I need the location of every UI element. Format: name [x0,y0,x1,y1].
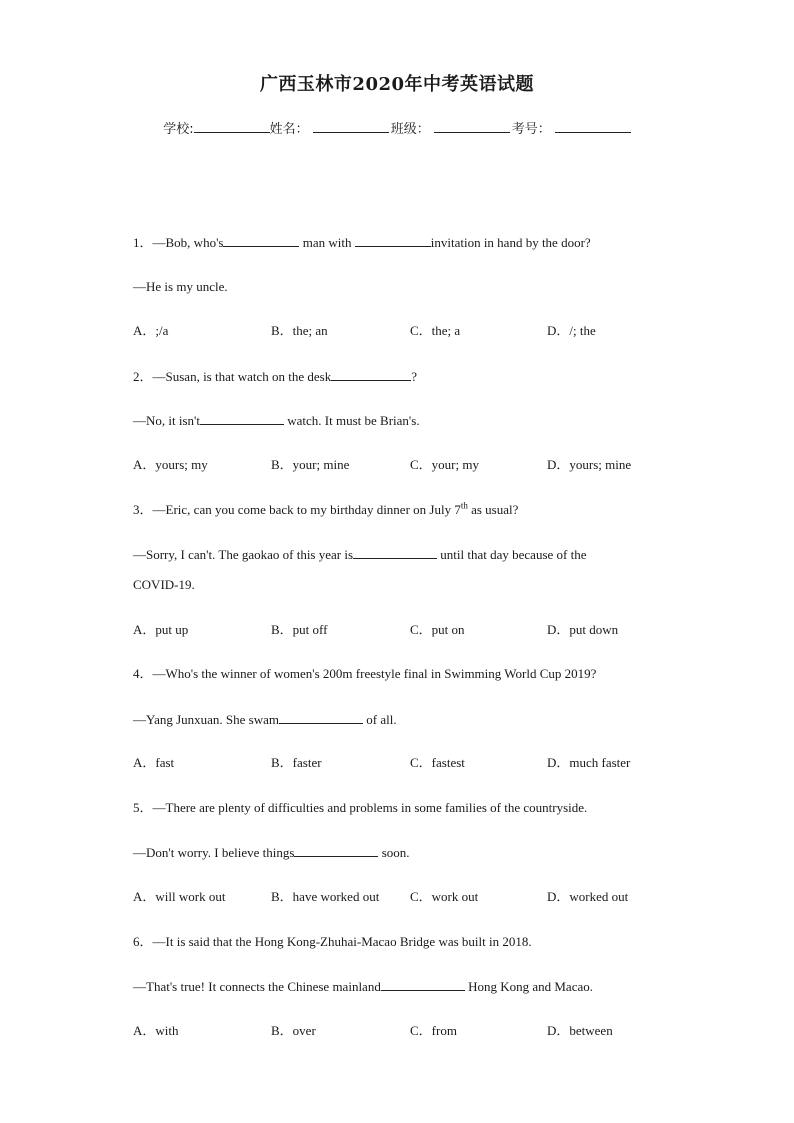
option-c: C．fastest [410,755,465,770]
question-text: invitation in hand by the door? [430,235,591,250]
option-d: D．much faster [547,755,631,770]
option-b: B．faster [271,755,322,770]
question-1-options [133,323,693,339]
option-a: A．yours; my [133,457,208,472]
option-c: C．from [410,1023,457,1038]
option-b: B．over [271,1023,316,1038]
option-b: B．have worked out [271,889,380,904]
option-a: A．;/a [133,323,169,338]
option-c: C．the; a [410,323,461,338]
question-3-reply-cont: COVID-19. [133,577,195,592]
option-d: D．put down [547,622,619,637]
answer-blank [223,234,299,247]
number-blank [555,120,631,133]
answer-blank [279,711,363,724]
option-d: D．between [547,1023,613,1038]
question-5-options [133,889,693,905]
answer-blank [353,546,437,559]
answer-blank [381,978,465,991]
question-text: man with [299,235,355,250]
option-b: B．your; mine [271,457,350,472]
question-text: —It is said that the Hong Kong-Zhuhai-Macao Bridge was built in 2018. [152,934,532,949]
question-3-reply [133,546,587,563]
reply-text: —Yang Junxuan. She swam [133,712,280,727]
question-text: —There are plenty of difficulties and problems in some families of the countryside. [152,800,588,815]
question-2-options [133,457,693,473]
student-info-row [0,118,794,137]
question-4 [133,666,596,682]
name-label: 姓名： [269,122,309,137]
question-text: ? [411,369,418,384]
question-text: —Susan, is that watch on the desk [152,369,332,384]
question-3 [133,502,518,518]
number-label: 考号： [511,122,551,137]
option-c: C．work out [410,889,479,904]
option-c: C．put on [410,622,465,637]
superscript-th: th [460,500,468,511]
question-6 [133,934,532,950]
reply-text: —Sorry, I can't. The gaokao of this year is [133,547,354,562]
question-number: 4． [133,666,153,681]
option-d: D．yours; mine [547,457,632,472]
question-5-reply [133,844,410,861]
option-a: A．will work out [133,889,226,904]
option-d: D．worked out [547,889,629,904]
question-text: —Bob, who's [152,235,224,250]
question-1-reply: —He is my uncle. [133,279,228,294]
class-label: 班级： [390,122,430,137]
reply-text: of all. [363,712,397,727]
reply-text: until that day because of the [437,547,587,562]
question-2-reply [133,412,420,429]
school-label: 学校: [163,122,194,137]
question-text: —Eric, can you come back to my birthday dinner on July 7 [152,502,461,517]
question-4-options [133,755,693,771]
question-number: 5． [133,800,153,815]
reply-text: —No, it isn't [133,413,200,428]
answer-blank [355,234,431,247]
question-number: 1． [133,235,153,250]
question-4-reply [133,711,397,728]
question-3-options [133,622,693,638]
option-a: A．with [133,1023,179,1038]
page-title: 广西玉林市2020年中考英语试题 [259,74,535,95]
reply-text: —That's true! It connects the Chinese mainland [133,979,381,994]
option-a: A．put up [133,622,189,637]
option-b: B．the; an [271,323,328,338]
question-6-reply [133,978,593,995]
answer-blank [331,368,411,381]
option-d: D．/; the [547,323,596,338]
question-5 [133,800,587,816]
class-blank [434,120,510,133]
question-text: —Who's the winner of women's 200m freestyle final in Swimming World Cup 2019? [152,666,597,681]
question-6-options [133,1023,693,1039]
reply-text: Hong Kong and Macao. [464,979,593,994]
question-number: 3． [133,502,153,517]
option-a: A．fast [133,755,175,770]
answer-blank [200,412,284,425]
reply-text: —Don't worry. I believe things [133,845,295,860]
reply-text: watch. It must be Brian's. [284,413,420,428]
option-b: B．put off [271,622,328,637]
question-number: 2． [133,369,153,384]
name-blank [313,120,389,133]
option-c: C．your; my [410,457,479,472]
answer-blank [294,844,378,857]
school-blank [194,120,270,133]
question-text: as usual? [467,502,519,517]
question-1 [133,234,591,251]
question-2 [133,368,417,385]
reply-text: soon. [378,845,410,860]
question-number: 6． [133,934,153,949]
